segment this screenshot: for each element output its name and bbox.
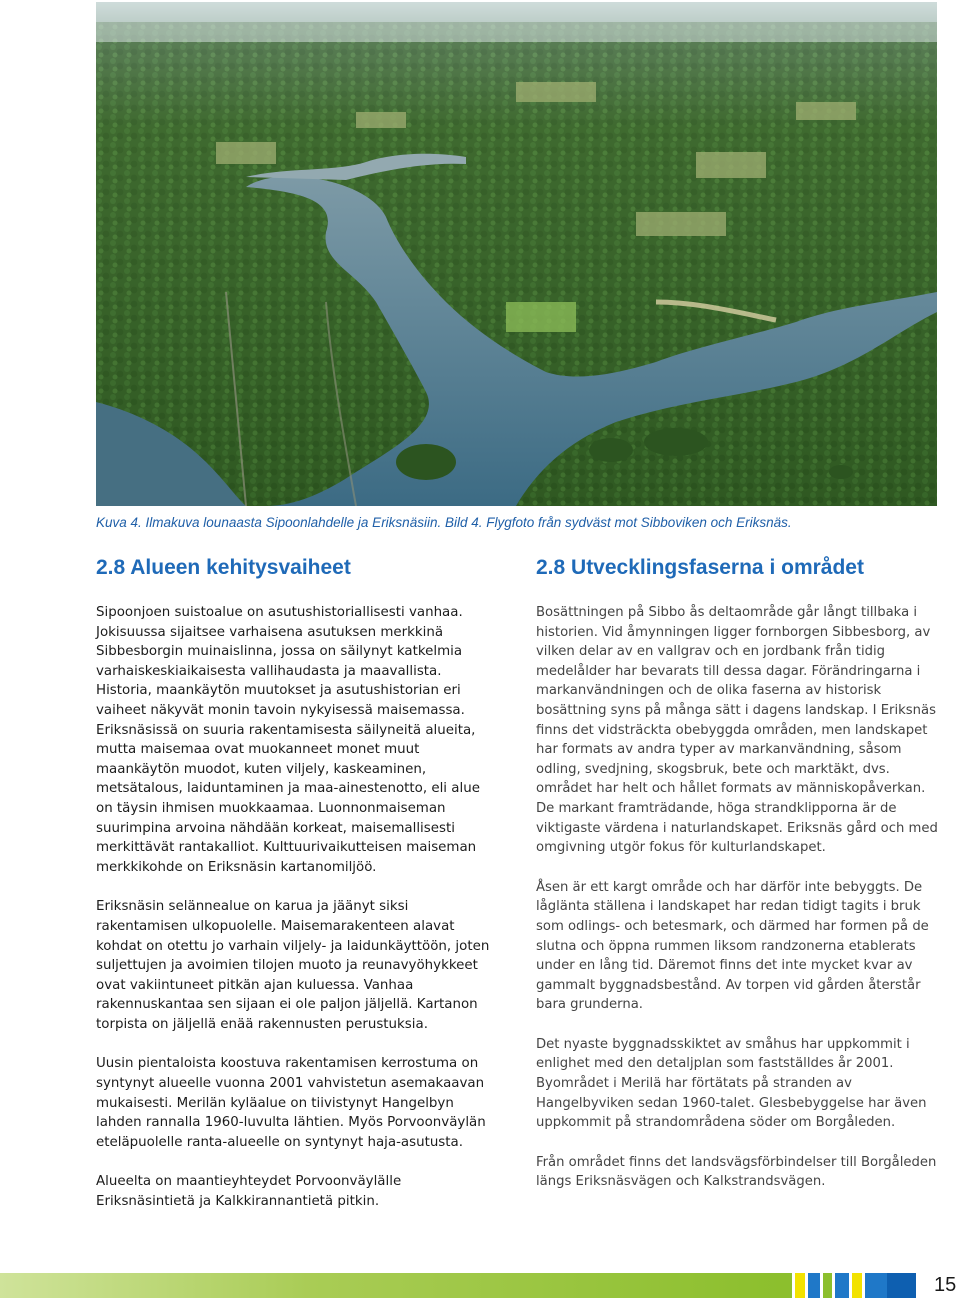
footer-stripe (808, 1273, 820, 1298)
footer-stripe (887, 1273, 916, 1298)
swedish-section-heading: 2.8 Utvecklingsfaserna i området (536, 556, 864, 579)
swedish-text-column (536, 603, 941, 1212)
footer-stripe (852, 1273, 862, 1298)
swedish-paragraph: Från området finns det landsvägsförbindelser till Borgåleden längs Eriksnäsvägen och Kalkstrandsvägen. (536, 1154, 937, 1190)
footer-color-bar (0, 1273, 780, 1298)
finnish-section-heading: 2.8 Alueen kehitysvaiheet (96, 556, 351, 579)
footer-stripe (780, 1273, 792, 1298)
footer-stripe (795, 1273, 805, 1298)
finnish-paragraph: Alueelta on maantieyhteydet Porvoonväylälle Eriksnäsintietä ja Kalkkirannantietä pitkin. (96, 1174, 402, 1210)
horizon-haze (96, 2, 937, 42)
footer-stripe (823, 1273, 832, 1298)
figure-caption: Kuva 4. Ilmakuva lounaasta Sipoonlahdelle ja Eriksnäsiin. Bild 4. Flygfoto från sydväst mot Sibboviken och Eriksnäs. (96, 515, 792, 530)
aerial-photo (96, 2, 937, 506)
footer-stripes (780, 1273, 916, 1298)
swedish-paragraph: Det nyaste byggnadsskiktet av småhus har uppkommit i enlighet med den detaljplan som fastställdes år 2001. Byområdet i Merilä har förtätats på stranden av Hangelbyviken sedan 1960-talet. Glesbebyggelse har även uppkommit på strandområdena söder om Borgåleden. (536, 1036, 927, 1131)
footer-stripe (865, 1273, 887, 1298)
finnish-text-column (96, 603, 500, 1232)
footer-stripe (835, 1273, 849, 1298)
finnish-paragraph: Uusin pientaloista koostuva rakentamisen kerrostuma on syntynyt alueelle vuonna 2001 vahvistetun asemakaavan mukaisesti. Merilän kyläalue on tiivistynyt Hangelbyn lahden rannalla 1960-luvulta lähtien. Myös Porvoonväylän eteläpuolelle ranta-alueelle on syntynyt haja-asutusta. (96, 1056, 486, 1150)
aerial-landscape-image (96, 2, 937, 506)
swedish-paragraph: Åsen är ett kargt område och har därför inte bebyggts. De låglänta ställena i landskapet har redan tidigt tagits i bruk som odlings- och betesmark, och därmed har formen på de slutna och öppna rummen liksom randzonerna etablerats under en lång tid. Däremot finns det inte mycket kvar av gammalt byggnadsbestånd. Av torpen vid gården återstår bara grunderna. (536, 879, 929, 1013)
page-number: 15 (934, 1274, 957, 1296)
finnish-paragraph: Eriksnäsin selännealue on karua ja jäänyt siksi rakentamisen ulkopuolelle. Maisemarakenteen alavat kohdat on otettu jo varhain viljely- ja laidunkäyttöön, joten suljettujen ja avoimien tilojen muoto ja reunavyöhykkeet ovat vakiintuneet pitkän ajan kuluessa. Vanhaa rakennuskantaa sen sijaan ei ole paljon jäljellä. Kartanon torpista on jäljellä enää rakennusten perustuksia. (96, 899, 490, 1032)
swedish-paragraph: Bosättningen på Sibbo ås deltaområde går långt tillbaka i historien. Vid åmynningen ligger fornborgen Sibbesborg, av vilken delar av en vallgrav och en jordbank från tidig medelålder har bevarats till dessa dagar. Förändringarna i markanvändningen och de olika faserna av historisk bosättning syns på många sätt i dagens landskap. I Eriksnäs finns det vidsträckta obebyggda områden, men landskapet har formats av andra typer av markanvändning, såsom odling, svedjning, skogsbruk, bete och marktäkt, dvs. området har helt och hållet formats av människopåverkan. De markant framträdande, höga strandklipporna är de viktigaste värdena i naturlandskapet. Eriksnäs gård och med omgivning utgör fokus för kulturlandskapet. (536, 605, 938, 856)
finnish-paragraph: Sipoonjoen suistoalue on asutushistoriallisesti vanhaa. Jokisuussa sijaitsee varhaisena asutuksen merkkinä Sibbesborgin muinaislinna, jossa on säilynyt katkelmia varhaiskeskiaikaisesta vallihaudasta ja maavallista. Historia, maankäytön muutokset ja asutushistorian eri vaiheet näkyvät monin tavoin nykyisessä maisemassa. Eriksnäsissä on suuria rakentamisesta säilyneitä alueita, mutta maisemaa ovat muokanneet monet muut maankäytön muodot, kuten viljely, kaskeaminen, metsätalous, laiduntaminen ja maa-ainestenotto, eli alue on täysin ihmisen muokkaamaa. Luonnonmaiseman suurimpina arvoina nähdään korkeat, maisemallisesti merkittävät rantakalliot. Kulttuurivaikutteisen maiseman merkkikohde on Eriksnäsin kartanomiljöö. (96, 605, 480, 875)
